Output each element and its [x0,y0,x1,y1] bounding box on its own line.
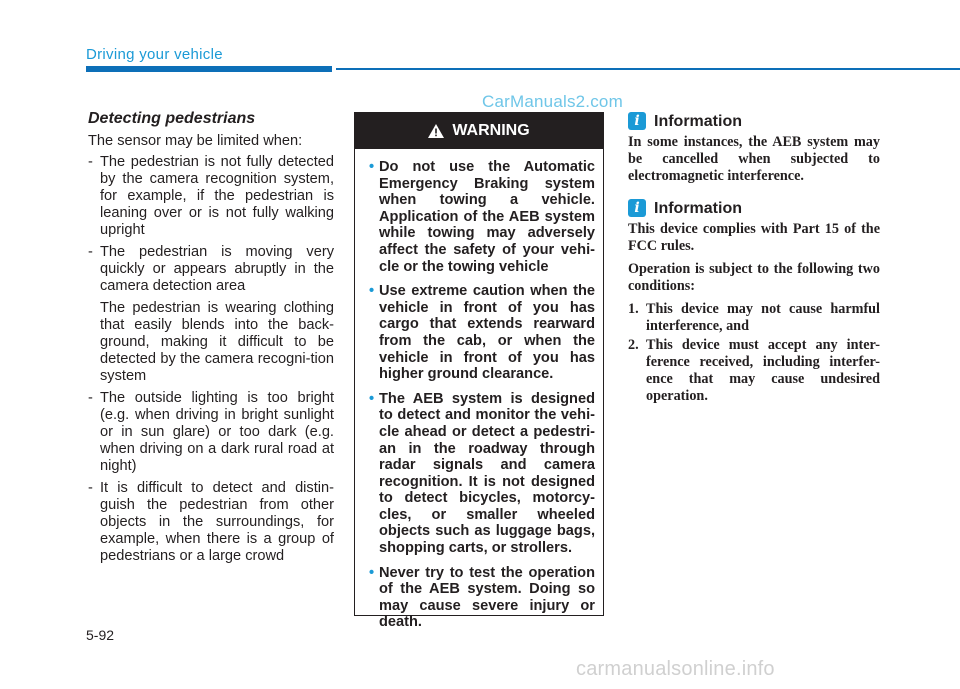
info-title: Information [654,112,742,130]
footer-watermark: carmanualsonline.info [576,658,775,680]
condition-number: 2. [628,337,639,353]
condition-text: This device must accept any inter-ference received, including interfer-ence that may cause undesired operation. [646,337,880,404]
warning-item [369,283,595,383]
warning-item-text: Use extreme caution when the vehicle in front of you has cargo that extends rearward from the cab, or when the vehicle in front of you has higher ground clearance. [379,283,595,383]
section-title: Driving your vehicle [86,46,223,63]
list-item [88,244,334,385]
bullet-icon: • [369,564,375,581]
condition-number: 1. [628,301,639,317]
warning-item-text: Do not use the Automatic Emergency Braking system when towing a vehicle. Application of the AEB system while towing may adversely affect the safety of your vehi-cle or the towing vehicle [379,159,595,275]
warning-header [355,113,603,149]
list-item-text: It is difficult to detect and distin-guish the pedestrian from other objects in the surroundings, for example, when there is a group of pedestrians or a large crowd [100,480,334,564]
info-text: In some instances, the AEB system may be cancelled when subjected to electromagnetic interference. [628,134,880,184]
list-item-text: The outside lighting is too bright (e.g. when driving in bright sunlight or in sun glare) or too dark (e.g. when driving on a dark rural road at night) [100,390,334,474]
info-header [628,112,880,130]
list-item [88,480,334,565]
warning-item [369,159,595,275]
info-icon: i [628,112,646,130]
info-icon: i [628,199,646,217]
list-item-text: The pedestrian is not fully detected by the camera recognition system, for example, if the pedestrian is leaning over or is not fully walking upright [100,154,334,238]
left-column [88,110,334,570]
right-column [628,112,880,407]
warning-item [369,565,595,631]
header-rule-thick [86,66,332,72]
dash-marker: - [88,480,93,496]
list-item [88,154,334,239]
warning-item [369,391,595,557]
condition-item [628,337,880,405]
limitations-list [88,154,334,565]
bullet-icon: • [369,390,375,407]
list-item-text: The pedestrian is moving very quickly or appears abruptly in the camera detection area [100,244,334,294]
info-block-fcc [628,199,880,405]
info-text: This device complies with Part 15 of the FCC rules. [628,221,880,254]
list-item [88,390,334,475]
conditions-list [628,301,880,405]
info-header [628,199,880,217]
list-item-subtext: The pedestrian is wearing clothing that easily blends into the back-ground, making it difficult to be detected by the camera recogni-tion system [100,300,334,384]
dash-marker: - [88,244,93,260]
warning-box [354,112,604,631]
info-text: Operation is subject to the following two conditions: [628,261,880,294]
intro-text: The sensor may be limited when: [88,133,303,149]
dash-marker: - [88,154,93,170]
header-rule-thin [336,68,960,70]
heading-detecting-pedestrians: Detecting pedestrians [88,110,256,127]
warning-item-text: The AEB system is designed to detect and monitor the vehi-cle ahead or detect a pedestri-an in the roadway through radar signals and camera recognition. It is not designed to detect bicycles, motorcy-cles, or smaller wheeled objects such as luggage bags, shopping carts, or strollers. [379,390,595,557]
watermark-top: CarManuals2.com [482,92,623,111]
condition-text: This device may not cause harmful interference, and [646,301,880,334]
info-title: Information [654,199,742,217]
dash-marker: - [88,390,93,406]
page-number: 5-92 [86,627,115,643]
condition-item [628,301,880,335]
warning-list [355,149,603,631]
bullet-icon: • [369,159,375,175]
warning-triangle-icon [428,124,444,138]
warning-title: WARNING [452,122,530,139]
bullet-icon: • [369,283,375,300]
warning-item-text: Never try to test the operation of the AEB system. Doing so may cause severe injury or death. [379,564,595,631]
